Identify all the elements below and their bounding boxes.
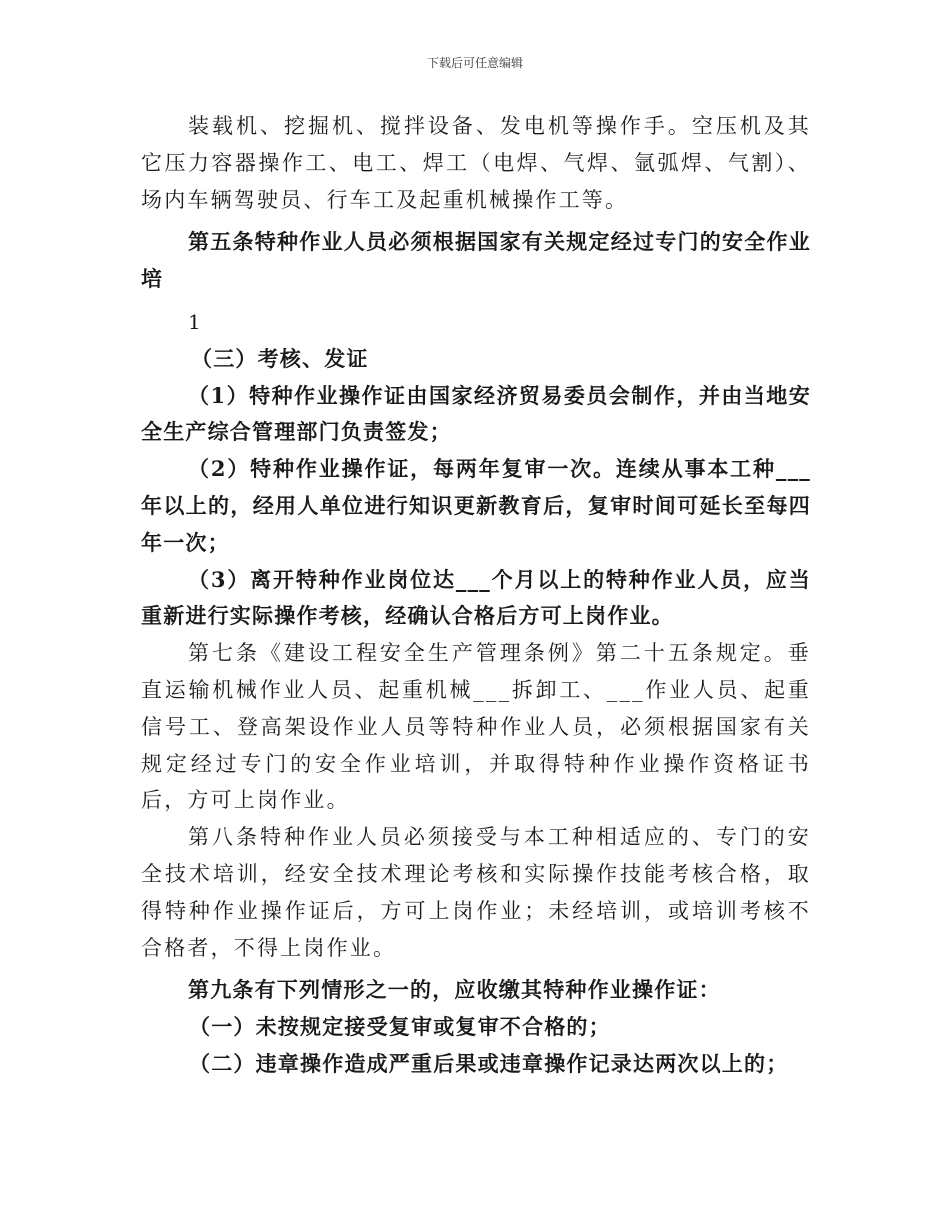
heading-assessment-certification: （三）考核、发证 — [191, 345, 369, 371]
paragraph-case-2: （二）违章操作造成严重后果或违章操作记录达两次以上的； — [189, 1050, 789, 1076]
paragraph-case-1: （一）未按规定接受复审或复审不合格的； — [189, 1014, 611, 1040]
paragraph-article-7: 第七条《建设工程安全生产管理条例》第二十五条规定。垂直运输机械作业人员、起重机械___拆卸工、___作业人员、起重信号工、登高架设作业人员等特种作业人员，必须根据国家有关规定经过专门的安全作业培训，并取得特种作业操作资格证书后，方可上岗作业。 — [141, 641, 811, 813]
paragraph-article-8: 第八条特种作业人员必须接受与本工种相适应的、专门的安全技术培训，经安全技术理论考核和实际操作技能考核合格，取得特种作业操作证后，方可上岗作业；未经培训，或培训考核不合格者，不得上岗作业。 — [141, 825, 811, 960]
paragraph-article-5: 第五条特种作业人员必须根据国家有关规定经过专门的安全作业培 — [141, 229, 811, 292]
page-header: 下载后可任意编辑 — [426, 56, 523, 70]
paragraph-article-9: 第九条有下列情形之一的，应收缴其特种作业操作证： — [188, 977, 721, 1003]
document-body — [141, 108, 811, 1083]
paragraph-item-2: （2）特种作业操作证，每两年复审一次。连续从事本工种___年以上的，经用人单位进行知识更新教育后，复审时间可延长至每四年一次； — [141, 456, 811, 555]
page-number: 1 — [188, 309, 203, 334]
paragraph-item-3: （3）离开特种作业岗位达___个月以上的特种作业人员，应当重新进行实际操作考核，经确认合格后方可上岗作业。 — [141, 566, 811, 629]
paragraph-equipment-operators: 装载机、挖掘机、搅拌设备、发电机等操作手。空压机及其它压力容器操作工、电工、焊工（电焊、气焊、氩弧焊、气割）、场内车辆驾驶员、行车工及起重机械操作工等。 — [141, 114, 811, 212]
paragraph-item-1: （1）特种作业操作证由国家经济贸易委员会制作，并由当地安全生产综合管理部门负责签发； — [141, 382, 811, 445]
